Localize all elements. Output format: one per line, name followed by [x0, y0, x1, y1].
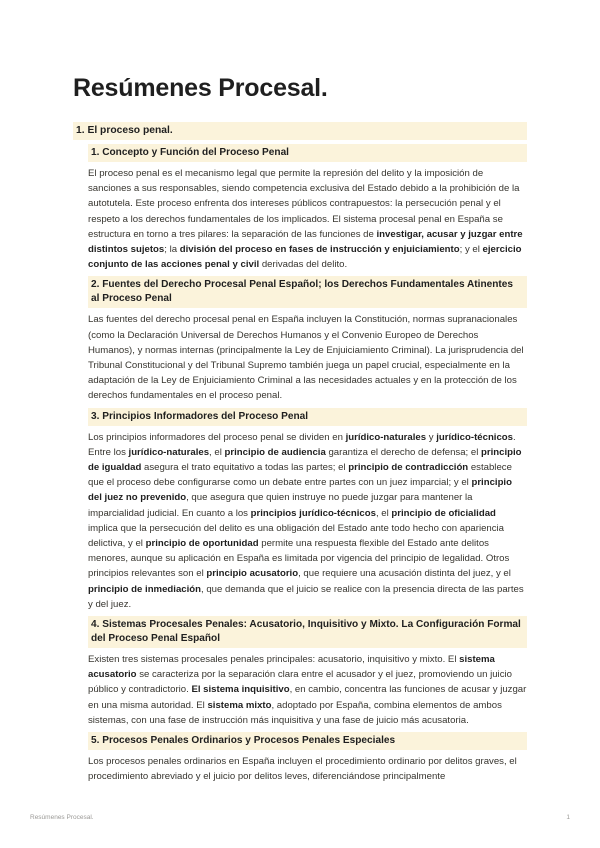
bold-text: principio de contradicción — [348, 462, 469, 474]
text-run: ; y el — [459, 244, 483, 256]
text-run: , el — [209, 446, 225, 458]
text-run: establece que el proceso debe configurarse como un debate entre partes con un juez imparcial; y el — [88, 462, 512, 489]
bold-text: El sistema inquisitivo — [191, 684, 290, 696]
text-run: , en cambio, concentra las funciones de acusar y juzgar en una misma autoridad. El — [88, 684, 527, 711]
bold-text: principio de igualdad — [88, 446, 522, 474]
footer-title: Resúmenes Procesal. — [30, 814, 94, 821]
bold-text: principio de oficialidad — [391, 507, 496, 519]
page-number: 1 — [566, 814, 570, 821]
section-heading: 1. El proceso penal. — [73, 122, 527, 140]
bold-text: investigar, acusar y juzgar entre distintos sujetos — [88, 228, 523, 256]
subsection — [88, 616, 527, 728]
subsections — [88, 144, 527, 785]
text-run: Los procesos penales ordinarios en España incluyen el procedimiento ordinario por delitos graves, el procedimiento abreviado y el juicio por delitos leves, diferenciándose principalmente — [88, 756, 517, 783]
bold-text: ejercicio conjunto de las acciones penal y civil — [88, 244, 522, 271]
subsection — [88, 144, 527, 272]
bold-text: jurídico-técnicos — [436, 431, 513, 443]
text-run: derivadas del delito. — [259, 259, 348, 271]
subsection — [88, 732, 527, 784]
bold-text: principio acusatorio — [206, 568, 299, 580]
text-run: Existen tres sistemas procesales penales principales: acusatorio, inquisitivo y mixto. El — [88, 654, 460, 666]
subsection-heading: 2. Fuentes del Derecho Procesal Penal Español; los Derechos Fundamentales Atinentes al Proceso Penal — [88, 276, 527, 308]
page-title: Resúmenes Procesal. — [73, 74, 328, 102]
text-run: , que demanda que el juicio se realice con la presencia directa de las partes y del juez. — [88, 583, 524, 610]
text-run: Los principios informadores del proceso penal se dividen en — [88, 431, 346, 443]
subsection — [88, 408, 527, 612]
bold-text: principio de inmediación — [88, 583, 202, 595]
text-run: asegura el trato equitativo a todas las partes; el — [141, 462, 349, 474]
text-run: implica que la persecución del delito es una obligación del Estado ante todo hecho con apariencia delictiva, y el — [88, 522, 505, 550]
text-run: , que requiere una acusación distinta del juez, y el — [298, 568, 511, 580]
subsection-paragraph — [88, 312, 527, 403]
subsection-paragraph — [88, 166, 527, 272]
bold-text: sistema mixto — [207, 699, 272, 711]
text-run: y — [426, 431, 437, 443]
subsection-paragraph — [88, 754, 527, 784]
text-run: garantiza el derecho de defensa; el — [325, 446, 482, 458]
subsection-paragraph — [88, 652, 527, 728]
subsection-paragraph — [88, 430, 527, 612]
text-run: se caracteriza por la separación clara entre el acusador y el juez, promoviendo un juicio público y contradictorio. — [88, 669, 512, 696]
text-run: permite una respuesta flexible del Estado ante delitos menores, aunque su aplicación en España es limitada por vigencia del principio de legalidad. Otros principios relevantes son el — [88, 538, 510, 580]
text-run: Las fuentes del derecho procesal penal en España incluyen la Constitución, normas supranacionales (como la Declaración Universal de Derechos Humanos y el Convenio Europeo de Derechos Humanos), y normas internas (principalmente la Ley de Enjuiciamiento Criminal). La jurisprudencia del Tribunal Constitucional y del Tribunal Supremo también juega un papel crucial, especialmente en la adaptación de la Ley de Enjuiciamiento Criminal a las necesidades actuales y en la protección de los derechos fundamentales en el proceso penal. — [88, 314, 524, 402]
text-run: , el — [375, 507, 392, 519]
bold-text: jurídico-naturales — [345, 431, 427, 443]
text-run: , que asegura que quien instruye no puede juzgar para mantener la imparcialidad judicial. En cuanto a los — [88, 492, 473, 519]
bold-text: principios jurídico-técnicos — [250, 507, 376, 519]
bold-text: división del proceso en fases de instrucción y enjuiciamiento — [179, 244, 460, 256]
text-run: ; la — [164, 244, 180, 256]
subsection — [88, 276, 527, 403]
text-run: , adoptado por España, combina elementos de ambos sistemas, con una fase de instrucción más inquisitiva y una fase de juicio más acusatoria. — [88, 699, 502, 726]
subsection-heading: 5. Procesos Penales Ordinarios y Procesos Penales Especiales — [88, 732, 527, 750]
text-run: El proceso penal es el mecanismo legal que permite la represión del delito y la imposición de sanciones a sus responsables, siendo competencia exclusiva del Estado debido a la prohibición de la autotutela. Este proceso enfrenta dos intereses públicos contrapuestos: la persecución penal y el respeto a los derechos fundamentales de los implicados. El sistema procesal penal en España se estructura en torno a tres pilares: la separación de las funciones de — [88, 168, 520, 240]
page-footer — [30, 814, 570, 821]
subsection-heading: 3. Principios Informadores del Proceso Penal — [88, 408, 527, 426]
bold-text: principio de oportunidad — [145, 538, 259, 550]
subsection-heading: 1. Concepto y Función del Proceso Penal — [88, 144, 527, 162]
text-run: . Entre los — [88, 431, 516, 458]
subsection-heading: 4. Sistemas Procesales Penales: Acusatorio, Inquisitivo y Mixto. La Configuración Formal del Proceso Penal Español — [88, 616, 527, 648]
bold-text: principio del juez no prevenido — [88, 477, 512, 504]
bold-text: jurídico-naturales — [128, 446, 210, 458]
document-page — [73, 72, 527, 789]
bold-text: sistema acusatorio — [88, 654, 495, 681]
bold-text: principio de audiencia — [224, 446, 326, 458]
